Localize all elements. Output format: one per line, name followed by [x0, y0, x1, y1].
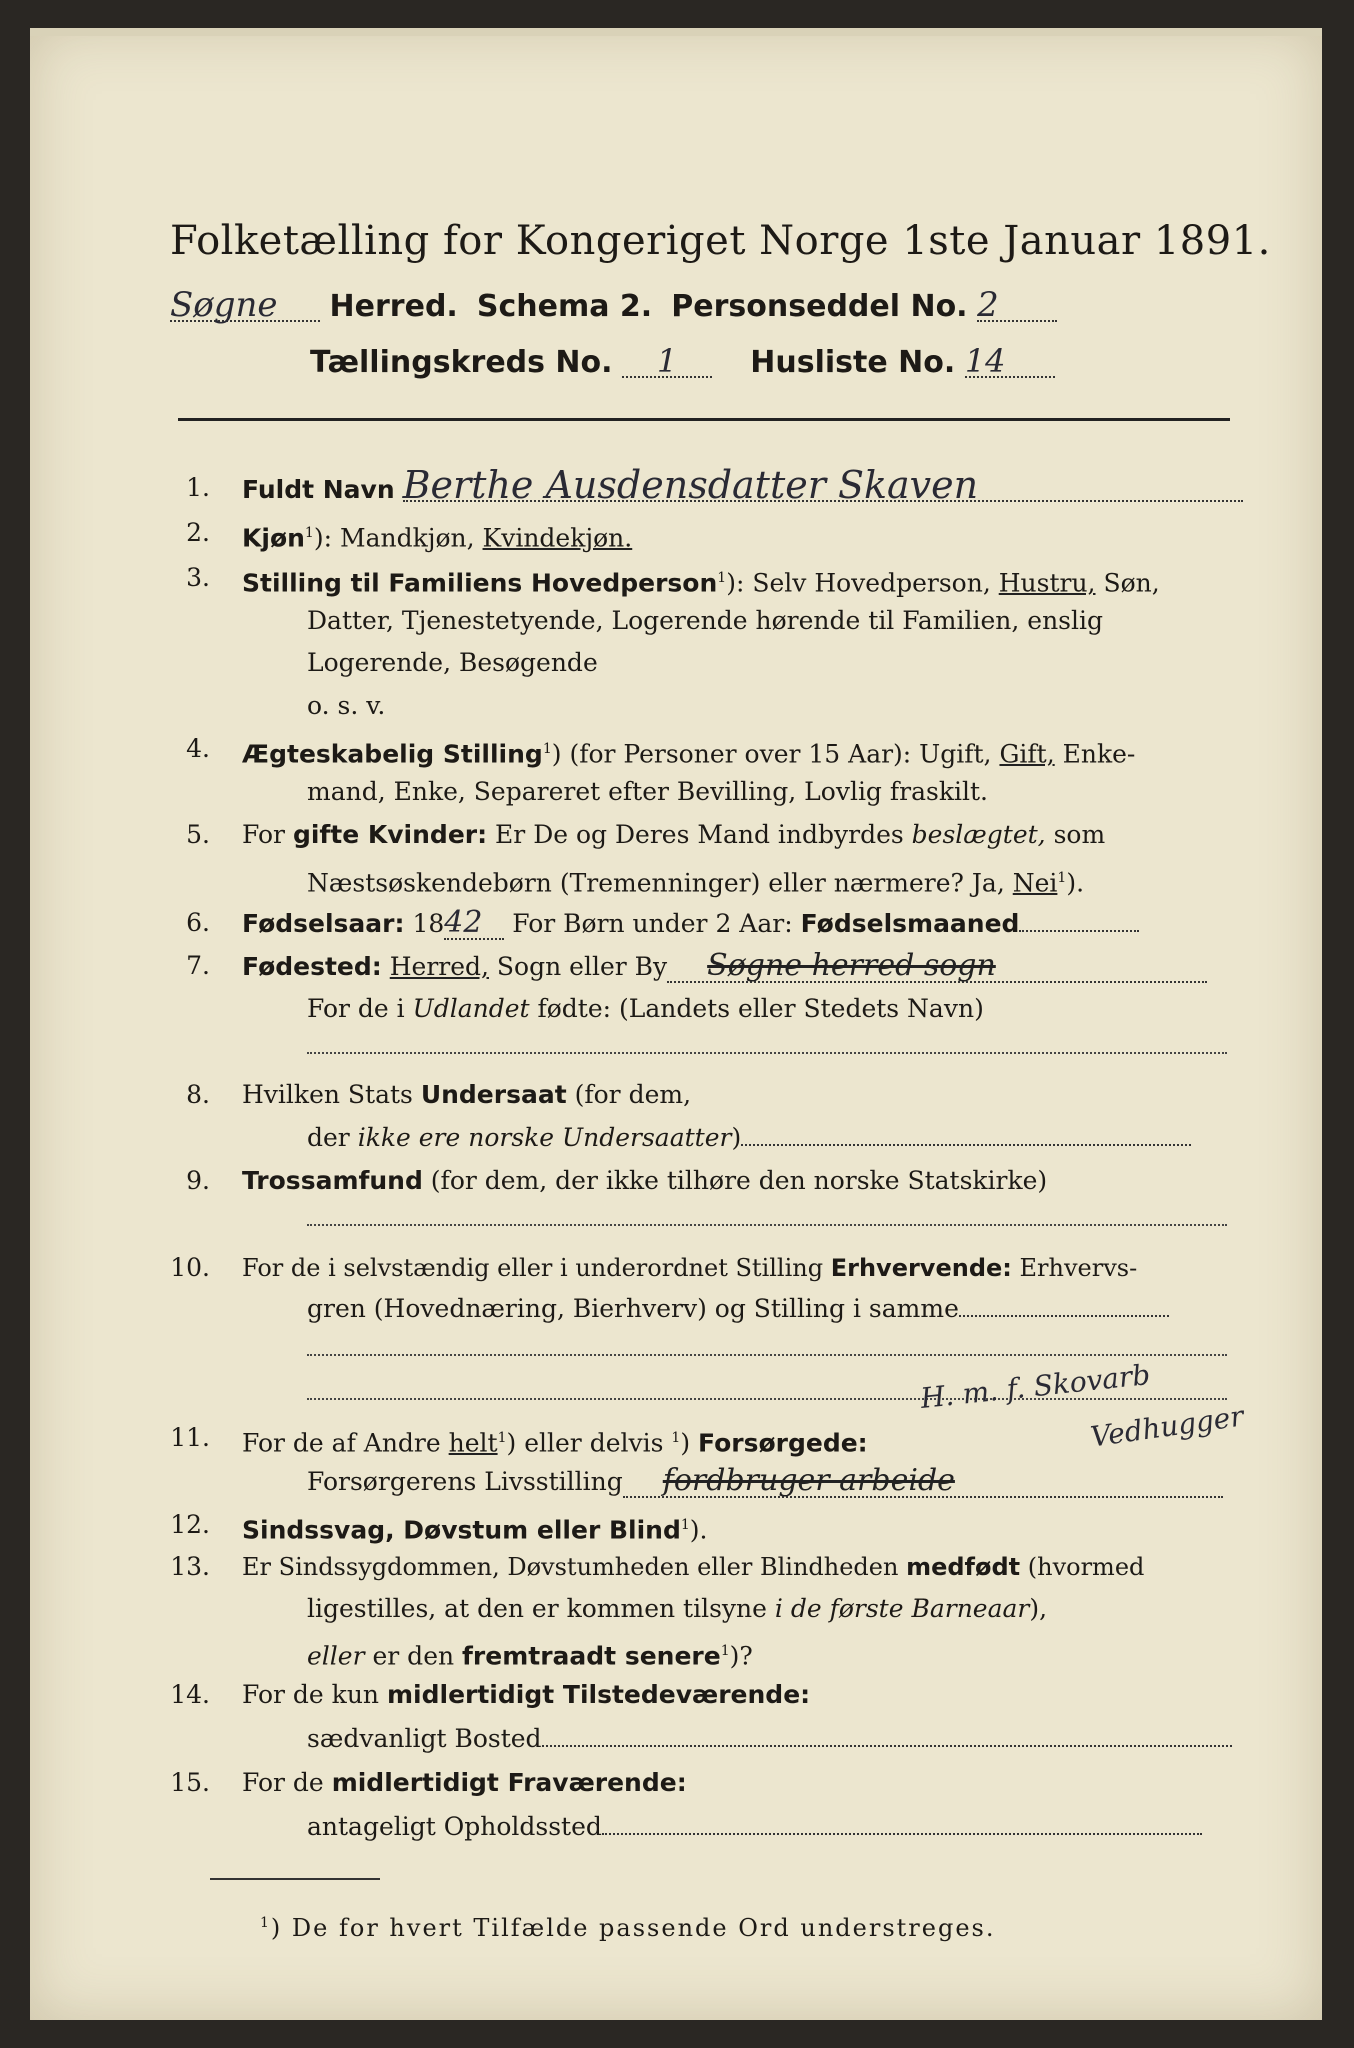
q2-selected: Kvindekjøn.	[482, 523, 633, 553]
q3-selected: Hustru,	[998, 568, 1096, 598]
q15-dots	[602, 1815, 1202, 1835]
q9-label: Trossamfund	[242, 1166, 423, 1195]
q7-number: 7.	[186, 951, 210, 980]
q8-dots	[741, 1126, 1191, 1146]
q7-text: Sogn eller By	[488, 952, 668, 981]
q7-blank-line	[307, 1052, 1227, 1054]
header-rule	[178, 418, 1230, 421]
q7-label: Fødested:	[242, 952, 382, 981]
q6-century: 18	[404, 909, 445, 938]
form-title: Folketælling for Kongeriget Norge 1ste Januar 1891.	[170, 218, 1271, 264]
q13-line2-italic: i de første Barneaar	[774, 1594, 1030, 1623]
q8-label: Undersaat	[420, 1080, 567, 1109]
q6-value: 42	[444, 908, 504, 940]
q3-row: Stilling til Familiens Hovedperson$^1$): Selv Hovedperson, Hustru, Søn,	[242, 568, 1160, 598]
q6-label: Fødselsaar:	[242, 909, 405, 938]
q5-line2-end: ).	[1066, 868, 1085, 898]
q8-line2-a: der	[307, 1123, 358, 1152]
q3-label: Stilling til Familiens Hovedperson	[242, 568, 718, 598]
q1-value: Berthe Ausdensdatter Skaven	[403, 470, 1243, 502]
q9-blank-line	[307, 1224, 1227, 1226]
q14-line2-text: sædvanligt Bosted	[307, 1724, 542, 1753]
q13-line3-a: er den	[364, 1641, 463, 1671]
taellingskreds-value: 1	[622, 346, 712, 378]
q10-number: 10.	[170, 1253, 210, 1282]
q6-label2: Fødselsmaaned	[800, 909, 1020, 938]
q10-row	[242, 1253, 1137, 1283]
q2-number: 2.	[186, 518, 210, 547]
q10-blank-line-1	[307, 1354, 1227, 1356]
q9-text: (for dem, der ikke tilhøre den norske Statskirke)	[422, 1166, 1048, 1195]
q3-text: ): Selv Hovedperson,	[726, 568, 999, 598]
q15-line2	[307, 1812, 1202, 1842]
herred-label: Herred.	[329, 289, 458, 324]
q8-line2-b: )	[731, 1123, 742, 1152]
q5-label: gifte Kvinder:	[292, 820, 488, 849]
q14-line2	[307, 1724, 1232, 1754]
q7-line2-italic: Udlandet	[412, 994, 530, 1023]
q11-line2	[307, 1463, 1223, 1498]
personseddel-label: Personseddel No.	[671, 289, 968, 324]
q3-line2: Datter, Tjenestetyende, Logerende hørende til Familien, enslig	[307, 606, 1104, 635]
personseddel-value: 2	[977, 290, 1057, 322]
q10-label: Erhvervende:	[830, 1254, 1012, 1282]
footnote-text: ) De for hvert Tilfælde passende Ord understreges.	[270, 1914, 996, 1942]
husliste-value: 14	[965, 346, 1055, 378]
q15-text: For de	[242, 1768, 332, 1797]
q4-line2: mand, Enke, Separeret efter Bevilling, Lovlig fraskilt.	[307, 777, 988, 806]
q5-line2: Næstsøskendebørn (Tremenninger) eller nærmere? Ja, Nei$^1$).	[307, 868, 1085, 898]
q8-row	[242, 1080, 691, 1110]
q11-text-b: ) eller delvis	[506, 1428, 672, 1458]
q2-row	[242, 518, 632, 553]
q11-label: Forsørgede:	[698, 1428, 868, 1458]
q6-text: For Børn under 2 Aar:	[504, 909, 801, 938]
q13-line2-b: ),	[1029, 1594, 1048, 1623]
taellingskreds-label: Tællingskreds No.	[310, 345, 613, 380]
q12-number: 12.	[170, 1510, 210, 1539]
q3-line3: Logerende, Besøgende	[307, 648, 598, 677]
q1-number: 1.	[186, 473, 210, 502]
q10-text: For de i selvstændig eller i underordnet Stilling	[242, 1254, 831, 1282]
q15-row	[242, 1768, 687, 1798]
page-edge	[30, 28, 1322, 36]
taellingskreds-line	[310, 342, 1055, 380]
q6-dots	[1019, 912, 1139, 932]
q7-line2-a: For de i	[307, 994, 413, 1023]
q14-dots	[542, 1727, 1232, 1747]
q11-value-b: Vedhugger	[1088, 1399, 1246, 1454]
footnote-sup: 1	[260, 1915, 271, 1931]
footnote	[260, 1908, 995, 1943]
q3-number: 3.	[186, 563, 210, 592]
q10-dots	[959, 1297, 1169, 1317]
q13-number: 13.	[170, 1552, 210, 1581]
q5-number: 5.	[186, 820, 210, 849]
q4-text: ) (for Personer over 15 Aar): Ugift,	[551, 739, 1000, 769]
husliste-label: Husliste No.	[750, 345, 956, 380]
q13-line3: eller er den fremtraadt senere$^1$)?	[307, 1641, 753, 1671]
q11-number: 11.	[170, 1423, 210, 1452]
q8-line2	[307, 1123, 1191, 1153]
q10-blank-line-2	[307, 1398, 1227, 1400]
q5-line2-text: Næstsøskendebørn (Tremenninger) eller nærmere? Ja,	[307, 868, 1013, 898]
footnote-rule	[210, 1878, 380, 1880]
q5-selected: Nei	[1012, 868, 1058, 898]
q4-label: Ægteskabelig Stilling	[242, 739, 543, 769]
q2-sup: 1	[304, 525, 314, 541]
q13-line3-b: )?	[729, 1641, 753, 1671]
q4-selected: Gift,	[999, 739, 1055, 769]
q10-line2	[307, 1294, 1169, 1324]
q1-row	[242, 463, 1243, 507]
q13-line2	[307, 1594, 1047, 1624]
q13-text: Er Sindssygdommen, Døvstumheden eller Blindheden	[242, 1553, 907, 1581]
q15-number: 15.	[170, 1768, 210, 1797]
q14-label: midlertidigt Tilstedeværende:	[386, 1680, 811, 1709]
q5-text: Er De og Deres Mand indbyrdes	[487, 820, 912, 849]
q3-line4: o. s. v.	[307, 691, 386, 720]
q13-line2-a: ligestilles, at den er kommen tilsyne	[307, 1594, 775, 1623]
q11-row: For de af Andre helt$^1$) eller delvis $^1$) Forsørgede:	[242, 1428, 868, 1458]
q13-line3-label: fremtraadt senere	[462, 1641, 721, 1671]
q8-text: Hvilken Stats	[242, 1080, 421, 1109]
herred-value: Søgne	[170, 290, 320, 322]
q8-line2-italic: ikke ere norske Undersaatter	[357, 1123, 732, 1152]
q6-number: 6.	[186, 908, 210, 937]
q8-number: 8.	[186, 1080, 210, 1109]
q13-text-b: (hvormed	[1020, 1553, 1145, 1581]
q11-value-a: H. m. f. Skovarb	[918, 1358, 1152, 1415]
q12-text: ).	[689, 1515, 708, 1545]
q5-italic: beslægtet,	[911, 820, 1046, 849]
census-form-page	[30, 28, 1322, 2020]
schema-label: Schema 2.	[476, 289, 653, 324]
q1-label: Fuldt Navn	[242, 475, 395, 504]
q11-text-c: )	[680, 1428, 699, 1458]
q12-label: Sindssvag, Døvstum eller Blind	[242, 1515, 681, 1545]
q2-label: Kjøn	[242, 523, 305, 553]
q4-number: 4.	[186, 734, 210, 763]
q4-text-b: Enke-	[1054, 739, 1136, 769]
q11-selected: helt	[448, 1428, 498, 1458]
q7-row	[242, 948, 1207, 983]
q14-number: 14.	[170, 1680, 210, 1709]
q15-label: midlertidigt Fraværende:	[331, 1768, 687, 1797]
q14-text: For de kun	[242, 1680, 387, 1709]
q14-row	[242, 1680, 810, 1710]
q11-text: For de af Andre	[242, 1428, 449, 1458]
q5-text-a: For	[242, 820, 293, 849]
q7-line2	[307, 994, 984, 1024]
q13-row	[242, 1552, 1144, 1582]
q7-value: Søgne herred sogn	[667, 951, 1207, 983]
q5-text-b: som	[1045, 820, 1106, 849]
q6-row	[242, 905, 1139, 940]
q9-row	[242, 1166, 1047, 1196]
q7-line2-b: fødte: (Landets eller Stedets Navn)	[529, 994, 984, 1023]
herred-line	[170, 285, 1057, 325]
q9-number: 9.	[186, 1166, 210, 1195]
q3-text-b: Søn,	[1095, 568, 1160, 598]
q12-row: Sindssvag, Døvstum eller Blind$^1$).	[242, 1515, 708, 1545]
q11-value-c: fordbruger arbeide	[623, 1466, 1223, 1498]
q13-line3-italic: eller	[307, 1641, 365, 1671]
q11-line2-text: Forsørgerens Livsstilling	[307, 1467, 623, 1496]
q7-selected: Herred,	[389, 952, 489, 981]
q2-text: ): Mandkjøn,	[313, 523, 483, 553]
q5-row	[242, 820, 1105, 850]
q15-line2-text: antageligt Opholdssted	[307, 1812, 602, 1841]
q8-text-b: (for dem,	[566, 1080, 692, 1109]
q10-text-b: Erhvervs-	[1011, 1254, 1138, 1282]
q4-row: Ægteskabelig Stilling$^1$) (for Personer over 15 Aar): Ugift, Gift, Enke-	[242, 739, 1136, 769]
q10-line2-text: gren (Hovednæring, Bierhverv) og Stilling i samme	[307, 1294, 959, 1323]
q13-label: medfødt	[906, 1553, 1021, 1581]
